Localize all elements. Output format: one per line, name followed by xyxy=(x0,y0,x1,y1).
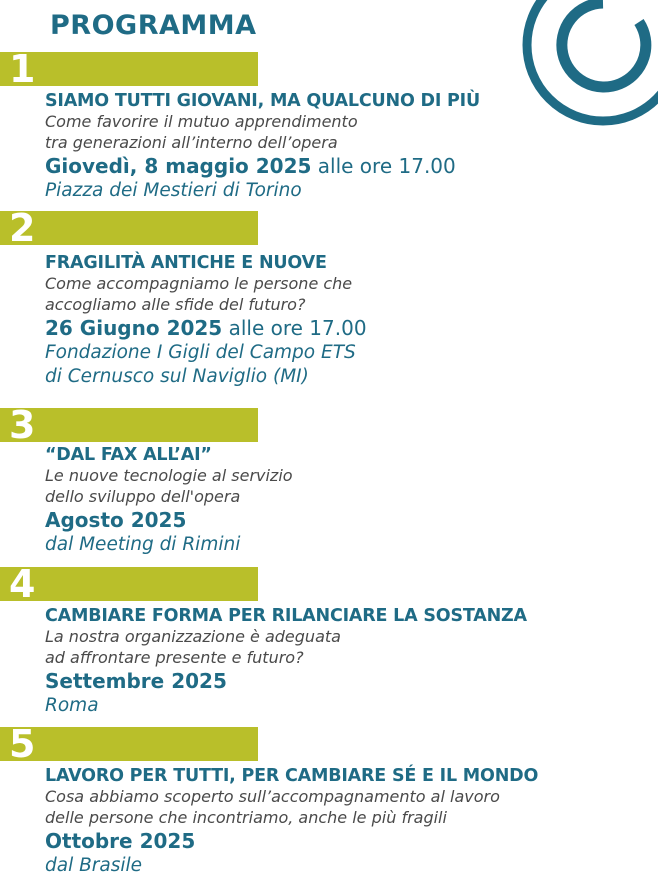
event-heading: FRAGILITÀ ANTICHE E NUOVE xyxy=(45,253,327,273)
event-5-number-bar xyxy=(0,722,258,766)
event-1 xyxy=(45,90,480,203)
event-place: Fondazione I Gigli del Campo ETS xyxy=(45,342,356,363)
event-subtitle-line: Le nuove tecnologie al servizio xyxy=(45,466,293,485)
event-heading: CAMBIARE FORMA PER RILANCIARE LA SOSTANZA xyxy=(45,606,527,626)
event-subtitle-line: dello sviluppo dell'opera xyxy=(45,486,241,506)
event-subtitle-line: ad affrontare presente e futuro? xyxy=(45,647,304,667)
event-subtitle-line: Cosa abbiamo scoperto sull’accompagnamento al lavoro xyxy=(45,787,500,806)
event-subtitle-line: accogliamo alle sfide del futuro? xyxy=(45,294,306,314)
event-subtitle-line: tra generazioni all’interno dell’opera xyxy=(45,132,338,152)
event-place: dal Meeting di Rimini xyxy=(45,534,241,555)
event-4-number-bar xyxy=(0,562,258,606)
event-date: 26 Giugno 2025 alle ore 17.00 xyxy=(45,316,367,340)
event-place: Piazza dei Mestieri di Torino xyxy=(45,180,302,201)
event-subtitle-line: Come favorire il mutuo apprendimento xyxy=(45,112,358,131)
event-2-number-bar xyxy=(0,206,258,250)
event-heading: LAVORO PER TUTTI, PER CAMBIARE SÉ E IL MONDO xyxy=(45,766,539,786)
event-heading: SIAMO TUTTI GIOVANI, MA QUALCUNO DI PIÙ xyxy=(45,91,480,111)
event-date: Settembre 2025 xyxy=(45,669,227,693)
event-date: Agosto 2025 xyxy=(45,508,187,532)
event-place: dal Brasile xyxy=(45,855,143,876)
event-heading: “DAL FAX ALL’AI” xyxy=(45,445,212,465)
event-number: 4 xyxy=(9,562,36,606)
event-1-number-bar xyxy=(0,47,258,91)
event-date: Ottobre 2025 xyxy=(45,829,196,853)
event-2 xyxy=(45,252,367,389)
event-3 xyxy=(45,444,293,557)
event-subtitle-line: delle persone che incontriamo, anche le più fragili xyxy=(45,807,447,827)
event-number: 3 xyxy=(9,403,36,447)
event-3-number-bar xyxy=(0,403,258,447)
event-number: 2 xyxy=(9,206,36,250)
event-subtitle-line: Come accompagniamo le persone che xyxy=(45,274,353,293)
event-5 xyxy=(45,765,538,878)
event-number: 1 xyxy=(9,47,36,91)
page-title: PROGRAMMA xyxy=(50,10,257,41)
event-date: Giovedì, 8 maggio 2025 alle ore 17.00 xyxy=(45,154,456,178)
decorative-rings-icon xyxy=(518,0,658,130)
event-place: Roma xyxy=(45,695,99,716)
event-number: 5 xyxy=(9,722,36,766)
event-place: di Cernusco sul Naviglio (MI) xyxy=(45,366,309,387)
event-4 xyxy=(45,605,527,718)
event-subtitle-line: La nostra organizzazione è adeguata xyxy=(45,627,341,646)
